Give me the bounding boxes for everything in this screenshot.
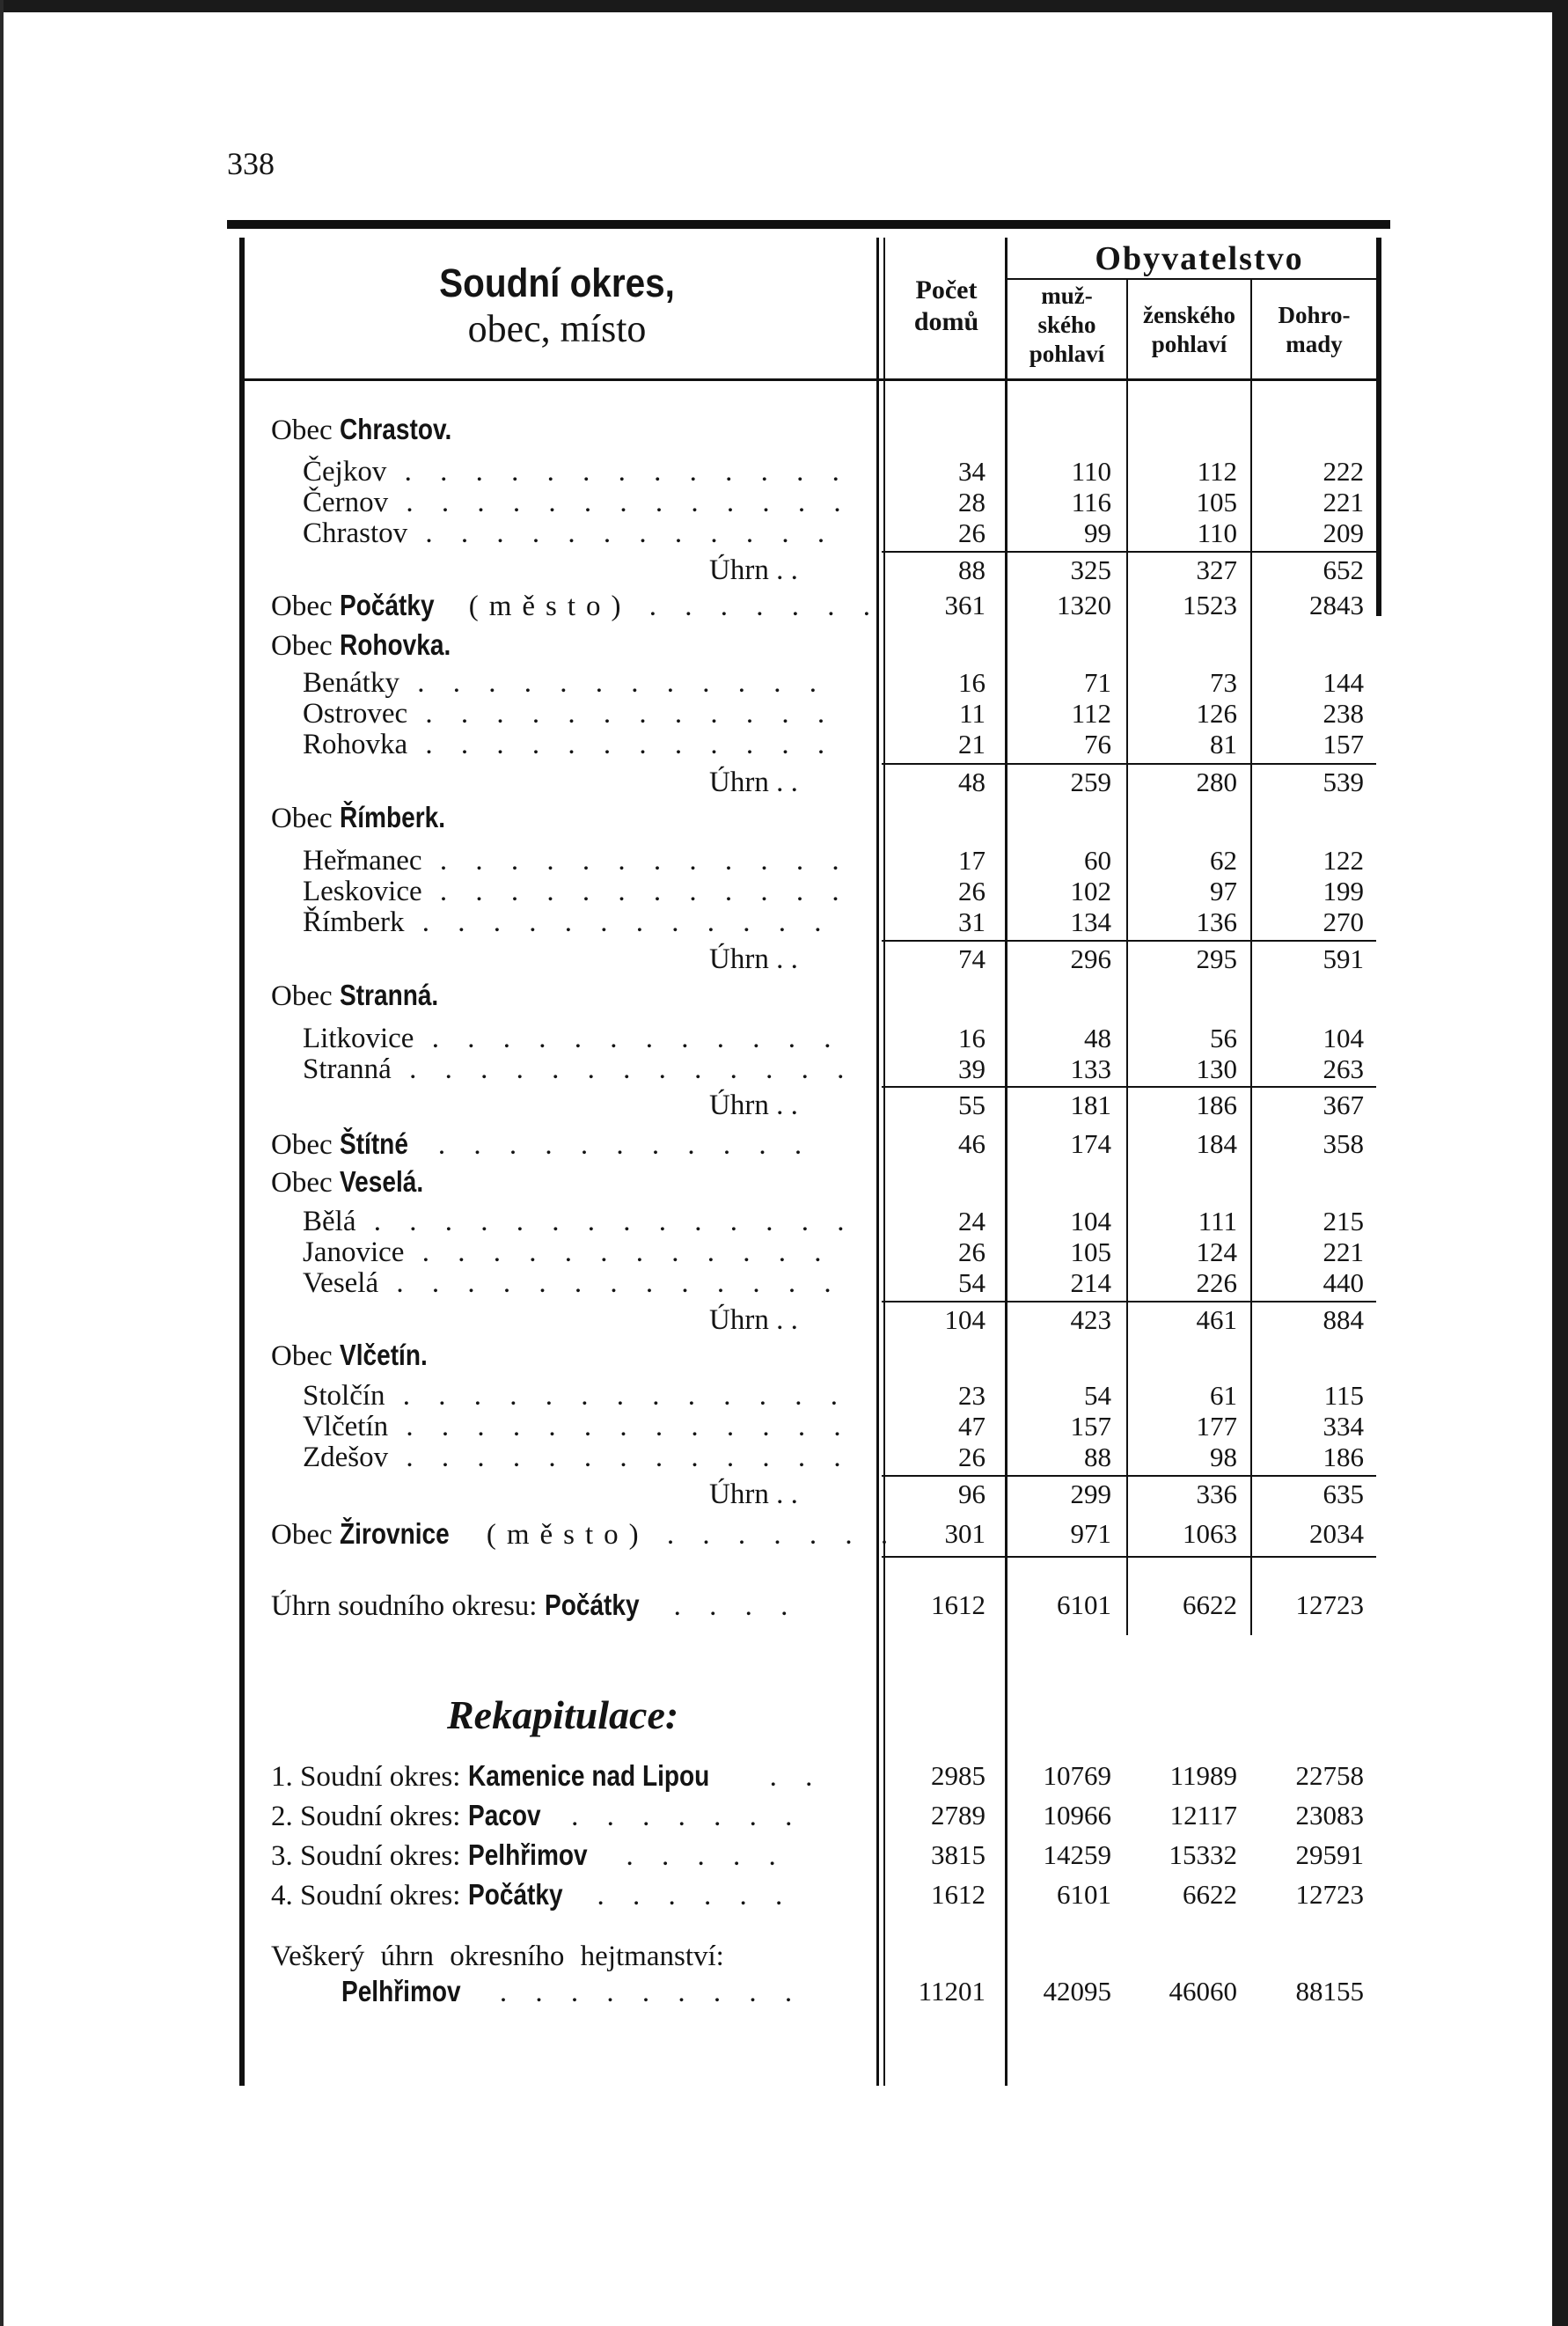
header-muz-line3: pohlaví	[1029, 341, 1105, 367]
table-row-27-place	[303, 1380, 848, 1412]
table-row-22-zen: 111	[1198, 1206, 1237, 1236]
table-row-14-domu: 31	[958, 906, 985, 937]
table-row-20-zen: 184	[1196, 1128, 1237, 1159]
table-row-31-obec	[271, 1518, 898, 1551]
table-row-5-obec-name: Počátky	[339, 589, 435, 621]
district-total-label	[271, 1589, 798, 1622]
table-row-13-place-name: Leskovice	[303, 876, 422, 907]
table-row-28-place-name: Vlčetín	[303, 1411, 389, 1442]
table-row-10-muz: 259	[1070, 767, 1111, 797]
table-row-7-muz: 71	[1084, 667, 1111, 698]
table-row-7-place-name: Benátky	[303, 667, 399, 699]
table-row-28-dohromady: 334	[1323, 1411, 1364, 1442]
recap-row-1-dohromady: 23083	[1295, 1800, 1364, 1831]
table-row-21-obec-label: Obec	[271, 1167, 340, 1199]
population-table	[227, 220, 1390, 2086]
table-row-18-zen: 130	[1196, 1053, 1237, 1084]
table-row-4-dohromady: 652	[1323, 554, 1364, 585]
table-row-22-domu: 24	[958, 1206, 985, 1236]
table-row-13-zen: 97	[1210, 876, 1237, 906]
page-number: 338	[227, 146, 275, 181]
header-dohro-line2: mady	[1286, 331, 1343, 357]
table-row-23-dots: . . . . . . . . . . . .	[404, 1236, 832, 1268]
grand-total-line1: Veškerý úhrn okresního hejtmanství:	[271, 1941, 724, 1972]
table-row-3-dots: . . . . . . . . . . . .	[407, 517, 836, 549]
table-row-3-dohromady: 209	[1323, 517, 1364, 548]
table-row-14-dots: . . . . . . . . . . . .	[404, 906, 832, 938]
table-row-30-zen: 336	[1196, 1479, 1237, 1509]
table-row-19-sum-rule	[882, 1086, 1376, 1088]
table-row-13-dots: . . . . . . . . . . . .	[421, 876, 850, 907]
table-row-13-domu: 26	[958, 876, 985, 906]
header-col1-line2: obec, místo	[467, 307, 647, 350]
table-row-8-muz: 112	[1071, 698, 1111, 729]
table-row-10-sum-label: Úhrn . .	[709, 767, 798, 798]
recap-row-3-zen: 6622	[1183, 1879, 1237, 1910]
table-row-15-zen: 295	[1196, 943, 1237, 974]
table-row-27-place-name: Stolčín	[303, 1380, 385, 1412]
header-pocet-line1: Počet	[915, 275, 978, 305]
table-row-29-domu: 26	[958, 1442, 985, 1472]
table-row-29-dots: . . . . . . . . . . . . .	[388, 1442, 852, 1473]
table-row-27-domu: 23	[958, 1380, 985, 1411]
table-row-12-dots: . . . . . . . . . . . .	[421, 845, 850, 877]
table-row-12-muz: 60	[1084, 845, 1111, 876]
table-row-26-obec	[271, 1339, 443, 1372]
table-row-22-place	[303, 1206, 854, 1237]
table-row-3-domu: 26	[958, 517, 985, 548]
table-row-25-muz: 423	[1070, 1304, 1111, 1335]
district-total-zen: 6622	[1183, 1589, 1237, 1620]
recap-row-0-dohromady: 22758	[1295, 1760, 1364, 1791]
header-muzskeho	[1007, 282, 1126, 369]
table-row-29-zen: 98	[1210, 1442, 1237, 1472]
table-row-18-muz: 133	[1070, 1053, 1111, 1084]
table-row-22-muz: 104	[1070, 1206, 1111, 1236]
recap-row-2-dohromady: 29591	[1295, 1839, 1364, 1870]
table-row-19-zen: 186	[1196, 1090, 1237, 1120]
grand-total-dots: . . . . . . . . .	[481, 1977, 803, 2008]
table-row-1-place	[303, 456, 850, 488]
district-total-dohromady: 12723	[1295, 1589, 1364, 1620]
table-row-4-muz: 325	[1070, 554, 1111, 585]
table-row-2-domu: 28	[958, 487, 985, 517]
table-row-31-obec-name: Žirovnice	[339, 1517, 450, 1550]
table-row-27-zen: 61	[1210, 1380, 1237, 1411]
table-row-31-suffix: (město) . . . . . . .	[468, 1519, 899, 1551]
table-row-24-place	[303, 1267, 842, 1299]
recap-row-3-dots: . . . . . .	[579, 1880, 794, 1911]
recap-row-3	[271, 1879, 793, 1911]
table-row-10-zen: 280	[1196, 767, 1237, 797]
recap-row-2-zen: 15332	[1169, 1839, 1237, 1870]
table-row-27-dohromady: 115	[1323, 1380, 1364, 1411]
table-row-24-dohromady: 440	[1323, 1267, 1364, 1298]
table-row-2-place-name: Černov	[303, 487, 389, 518]
table-row-9-domu: 21	[958, 729, 985, 759]
table-row-18-domu: 39	[958, 1053, 985, 1084]
table-row-23-domu: 26	[958, 1236, 985, 1267]
table-row-1-muz: 110	[1071, 456, 1111, 487]
table-row-31-dohromady: 2034	[1309, 1518, 1364, 1549]
scan-border-top	[0, 0, 1568, 12]
table-row-28-dots: . . . . . . . . . . . . .	[388, 1411, 852, 1442]
table-row-24-domu: 54	[958, 1267, 985, 1298]
table-row-12-place-name: Heřmanec	[303, 845, 422, 877]
recap-row-2-dots: . . . . .	[608, 1840, 787, 1872]
table-row-0-obec	[271, 414, 472, 446]
table-row-4-zen: 327	[1196, 554, 1237, 585]
table-row-15-domu: 74	[958, 943, 985, 974]
table-row-7-domu: 16	[958, 667, 985, 698]
table-row-3-place-name: Chrastov	[303, 517, 408, 549]
table-row-3-zen: 110	[1197, 517, 1237, 548]
table-row-17-dohromady: 104	[1323, 1023, 1364, 1053]
table-row-9-dohromady: 157	[1323, 729, 1364, 759]
recap-row-1-label: Soudní okres:	[300, 1801, 468, 1832]
table-row-4-sum-label: Úhrn . .	[709, 554, 798, 586]
table-row-13-place	[303, 876, 850, 907]
recap-row-0-name: Kamenice nad Lipou	[467, 1759, 709, 1792]
header-zen-line2: pohlaví	[1151, 331, 1227, 357]
header-muz-line1: muž-	[1041, 282, 1093, 309]
table-row-15-sum-label: Úhrn . .	[709, 943, 798, 975]
recap-row-1-zen: 12117	[1169, 1800, 1237, 1831]
table-row-30-dohromady: 635	[1323, 1479, 1364, 1509]
district-total-name: Počátky	[544, 1589, 640, 1621]
table-row-18-dohromady: 263	[1323, 1053, 1364, 1084]
recap-row-3-domu: 1612	[931, 1879, 985, 1910]
table-row-5-dohromady: 2843	[1309, 590, 1364, 620]
table-row-12-zen: 62	[1210, 845, 1237, 876]
recap-row-3-num: 4.	[271, 1880, 300, 1911]
recap-row-1-domu: 2789	[931, 1800, 985, 1831]
table-row-28-domu: 47	[958, 1411, 985, 1442]
recap-row-0-num: 1.	[271, 1761, 300, 1793]
table-row-4-domu: 88	[958, 554, 985, 585]
recap-row-3-muz: 6101	[1057, 1879, 1111, 1910]
table-row-8-place-name: Ostrovec	[303, 698, 408, 730]
header-col1-line1: Soudní okres,	[439, 260, 675, 305]
table-row-0-obec-label: Obec	[271, 415, 340, 446]
table-row-24-dots: . . . . . . . . . . . . .	[378, 1267, 842, 1299]
table-row-8-domu: 11	[959, 698, 985, 729]
recap-row-1-dots: . . . . . . .	[553, 1801, 803, 1832]
table-row-6-obec-name: Rohovka.	[339, 628, 451, 661]
table-row-23-place	[303, 1236, 832, 1268]
table-row-1-dohromady: 222	[1323, 456, 1364, 487]
recap-row-3-label: Soudní okres:	[300, 1880, 468, 1911]
table-row-2-zen: 105	[1196, 487, 1237, 517]
table-row-12-place	[303, 845, 850, 877]
table-row-12-dohromady: 122	[1323, 845, 1364, 876]
obyv-underline	[1007, 278, 1377, 280]
table-row-22-dohromady: 215	[1323, 1206, 1364, 1236]
table-row-28-muz: 157	[1070, 1411, 1111, 1442]
header-zenskeho	[1128, 301, 1250, 359]
table-row-7-place	[303, 667, 827, 699]
table-row-12-domu: 17	[958, 845, 985, 876]
table-row-15-muz: 296	[1070, 943, 1111, 974]
header-dohromady	[1252, 301, 1376, 359]
header-pocet-line2: domů	[913, 307, 979, 336]
table-row-20-obec-name: Štítné	[339, 1127, 408, 1160]
table-row-5-obec-label: Obec	[271, 591, 340, 622]
table-row-1-domu: 34	[958, 456, 985, 487]
table-row-7-dohromady: 144	[1323, 667, 1364, 698]
recap-row-0-label: Soudní okres:	[300, 1761, 468, 1793]
table-row-14-place-name: Římberk	[303, 906, 405, 938]
district-total-dots: . . . .	[656, 1590, 799, 1622]
recap-row-1	[271, 1800, 802, 1832]
table-row-25-domu: 104	[944, 1304, 985, 1335]
left-border	[239, 238, 245, 2086]
table-row-13-dohromady: 199	[1323, 876, 1364, 906]
table-row-17-dots: . . . . . . . . . . . .	[414, 1023, 842, 1054]
table-row-17-zen: 56	[1210, 1023, 1237, 1053]
table-row-17-place-name: Litkovice	[303, 1023, 414, 1054]
table-row-20-suffix: . . . . . . . . . . .	[420, 1129, 813, 1161]
table-row-23-zen: 124	[1196, 1236, 1237, 1267]
table-row-30-domu: 96	[958, 1479, 985, 1509]
recap-row-0-muz: 10769	[1043, 1760, 1111, 1791]
table-row-14-dohromady: 270	[1323, 906, 1364, 937]
table-row-13-muz: 102	[1070, 876, 1111, 906]
table-row-25-sum-rule	[882, 1301, 1376, 1302]
table-row-3-place	[303, 517, 835, 549]
scan-border-right	[1552, 0, 1568, 2326]
table-row-15-sum-rule	[882, 940, 1376, 942]
recap-row-2	[271, 1839, 787, 1872]
table-row-30-muz: 299	[1070, 1479, 1111, 1509]
grand-total-name: Pelhřimov	[341, 1975, 461, 2007]
table-top-rule	[227, 220, 1390, 229]
table-row-21-obec-name: Veselá.	[339, 1165, 424, 1198]
table-row-2-dohromady: 221	[1323, 487, 1364, 517]
recap-row-0-dots: . .	[751, 1761, 824, 1793]
table-row-0-obec-name: Chrastov.	[339, 413, 452, 445]
table-row-18-place-name: Stranná	[303, 1053, 392, 1085]
table-row-10-domu: 48	[958, 767, 985, 797]
table-row-18-dots: . . . . . . . . . . . . .	[391, 1053, 855, 1085]
table-row-20-muz: 174	[1070, 1128, 1111, 1159]
recap-row-0-domu: 2985	[931, 1760, 985, 1791]
table-row-29-place-name: Zdešov	[303, 1442, 389, 1473]
table-row-20-obec-label: Obec	[271, 1129, 340, 1161]
scan-border-left	[0, 0, 4, 2326]
right-border	[1376, 238, 1381, 616]
table-row-5-zen: 1523	[1183, 590, 1237, 620]
table-row-8-dots: . . . . . . . . . . . .	[407, 698, 836, 730]
table-row-30-sum-rule	[882, 1475, 1376, 1477]
recap-row-1-num: 2.	[271, 1801, 300, 1832]
table-row-29-place	[303, 1442, 852, 1473]
table-row-23-dohromady: 221	[1323, 1236, 1364, 1267]
recap-row-2-name: Pelhřimov	[467, 1838, 588, 1871]
table-row-4-sum-rule	[882, 551, 1376, 553]
table-row-19-sum-label: Úhrn . .	[709, 1090, 798, 1121]
table-row-2-muz: 116	[1071, 487, 1111, 517]
grand-total-domu: 11201	[918, 1976, 985, 2007]
table-row-20-domu: 46	[958, 1128, 985, 1159]
table-row-6-obec	[271, 629, 470, 662]
table-row-14-place	[303, 906, 832, 938]
table-row-14-zen: 136	[1196, 906, 1237, 937]
table-row-20-dohromady: 358	[1323, 1128, 1364, 1159]
header-zen-line1: ženského	[1142, 302, 1235, 328]
table-row-19-muz: 181	[1070, 1090, 1111, 1120]
grand-total-muz: 42095	[1043, 1976, 1111, 2007]
table-row-25-sum-label: Úhrn . .	[709, 1304, 798, 1336]
table-row-26-obec-name: Vlčetín.	[339, 1339, 428, 1371]
table-row-9-place	[303, 729, 835, 760]
table-row-25-zen: 461	[1196, 1304, 1237, 1335]
table-row-9-dots: . . . . . . . . . . . .	[407, 729, 836, 760]
table-row-2-dots: . . . . . . . . . . . . .	[388, 487, 852, 518]
table-row-18-place	[303, 1053, 854, 1085]
table-row-29-muz: 88	[1084, 1442, 1111, 1472]
table-row-5-muz: 1320	[1057, 590, 1111, 620]
table-row-23-muz: 105	[1070, 1236, 1111, 1267]
table-row-17-domu: 16	[958, 1023, 985, 1053]
table-row-28-place	[303, 1411, 852, 1442]
table-row-5-obec	[271, 590, 881, 622]
table-row-11-obec	[271, 802, 464, 834]
table-row-1-place-name: Čejkov	[303, 456, 387, 488]
table-row-30-sum-label: Úhrn . .	[709, 1479, 798, 1510]
table-row-20-obec	[271, 1128, 812, 1161]
recap-row-0-zen: 11989	[1169, 1760, 1237, 1791]
table-row-23-place-name: Janovice	[303, 1236, 405, 1268]
table-row-5-domu: 361	[944, 590, 985, 620]
table-row-16-obec	[271, 980, 456, 1012]
grand-total-zen: 46060	[1169, 1976, 1237, 2007]
header-obyvatelstvo: Obyvatelstvo	[1095, 240, 1304, 277]
table-row-17-place	[303, 1023, 841, 1054]
table-row-31-obec-label: Obec	[271, 1519, 340, 1551]
table-row-19-dohromady: 367	[1323, 1090, 1364, 1120]
table-row-9-muz: 76	[1084, 729, 1111, 759]
table-row-27-muz: 54	[1084, 1380, 1111, 1411]
table-row-8-dohromady: 238	[1323, 698, 1364, 729]
header-pocet-domu	[883, 275, 1010, 338]
district-total-domu: 1612	[931, 1589, 985, 1620]
table-row-11-obec-label: Obec	[271, 803, 340, 834]
recap-row-2-domu: 3815	[931, 1839, 985, 1870]
table-row-5-suffix: (město) . . . . . . .	[451, 591, 882, 622]
header-bottom-rule	[245, 378, 1380, 381]
table-row-10-sum-rule	[882, 763, 1376, 765]
table-row-9-place-name: Rohovka	[303, 729, 408, 760]
table-row-6-obec-label: Obec	[271, 630, 340, 662]
table-row-7-dots: . . . . . . . . . . . .	[399, 667, 827, 699]
table-row-24-muz: 214	[1070, 1267, 1111, 1298]
header-muz-line2: ského	[1037, 312, 1096, 338]
recap-row-3-dohromady: 12723	[1295, 1879, 1364, 1910]
table-row-3-muz: 99	[1084, 517, 1111, 548]
table-row-16-obec-name: Stranná.	[339, 979, 439, 1011]
table-row-22-dots: . . . . . . . . . . . . . .	[355, 1206, 855, 1237]
table-row-31-muz: 971	[1070, 1518, 1111, 1549]
table-row-8-zen: 126	[1196, 698, 1237, 729]
table-row-31-domu: 301	[944, 1518, 985, 1549]
table-row-7-zen: 73	[1210, 667, 1237, 698]
recap-row-2-num: 3.	[271, 1840, 300, 1872]
table-row-8-place	[303, 698, 835, 730]
table-row-21-obec	[271, 1166, 438, 1199]
table-row-31-zen: 1063	[1183, 1518, 1237, 1549]
table-row-10-dohromady: 539	[1323, 767, 1364, 797]
table-row-22-place-name: Bělá	[303, 1206, 356, 1237]
table-row-24-place-name: Veselá	[303, 1267, 379, 1299]
recap-row-1-name: Pacov	[467, 1799, 541, 1831]
table-row-19-domu: 55	[958, 1090, 985, 1120]
recap-row-0	[271, 1760, 823, 1793]
table-row-14-muz: 134	[1070, 906, 1111, 937]
table-row-29-dohromady: 186	[1323, 1442, 1364, 1472]
table-row-25-dohromady: 884	[1323, 1304, 1364, 1335]
table-row-28-zen: 177	[1196, 1411, 1237, 1442]
table-row-24-zen: 226	[1196, 1267, 1237, 1298]
recap-row-3-name: Počátky	[467, 1878, 563, 1911]
header-dohro-line1: Dohro-	[1278, 302, 1351, 328]
table-row-11-obec-name: Římberk.	[339, 801, 445, 833]
table-row-17-muz: 48	[1084, 1023, 1111, 1053]
table-row-9-zen: 81	[1210, 729, 1237, 759]
recap-row-2-label: Soudní okres:	[300, 1840, 468, 1872]
table-row-26-obec-label: Obec	[271, 1340, 340, 1372]
district-total-text: Úhrn soudního okresu:	[271, 1590, 545, 1622]
table-row-2-place	[303, 487, 852, 518]
table-row-16-obec-label: Obec	[271, 980, 340, 1012]
district-total-muz: 6101	[1057, 1589, 1111, 1620]
grand-total-line2	[341, 1976, 802, 2008]
grand-total-dohromady: 88155	[1295, 1976, 1364, 2007]
table-row-27-dots: . . . . . . . . . . . . .	[385, 1380, 849, 1412]
district-total-rule	[882, 1556, 1376, 1558]
recap-heading: Rekapitulace:	[447, 1692, 679, 1737]
table-row-15-dohromady: 591	[1323, 943, 1364, 974]
recap-row-2-muz: 14259	[1043, 1839, 1111, 1870]
recap-row-1-muz: 10966	[1043, 1800, 1111, 1831]
table-row-1-dots: . . . . . . . . . . . . .	[386, 456, 850, 488]
table-row-1-zen: 112	[1197, 456, 1237, 487]
